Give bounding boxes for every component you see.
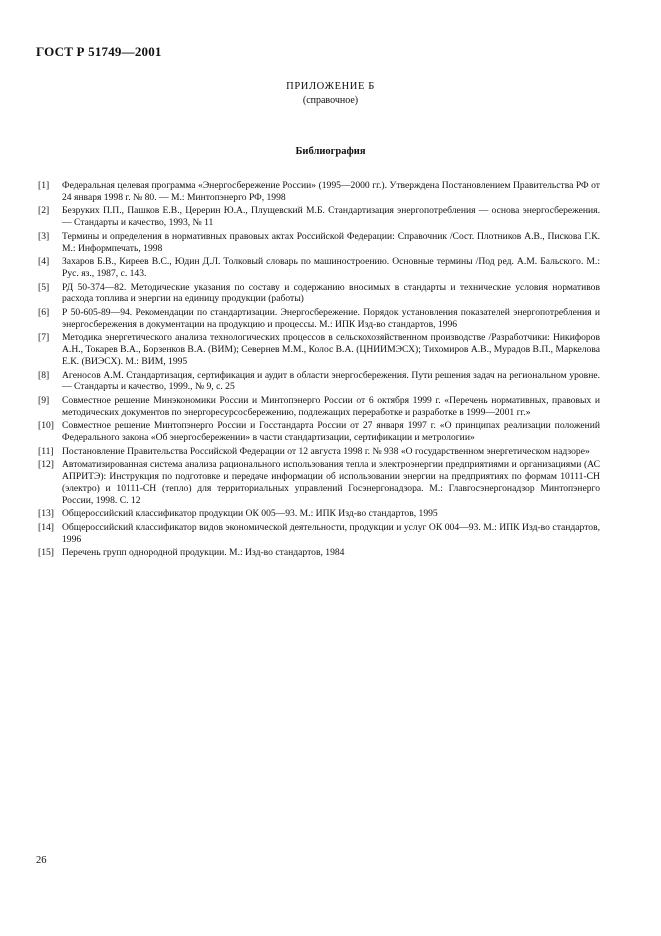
bibliography-item-text: Совместное решение Минэкономики России и Минтопэнерго России от 6 октября 1999 г. «Перечень нормативных, правовых и методических документов по энергоресурсосбережению, подлежащих переработке и разработке в 1999—2001 гг.»	[62, 394, 600, 418]
bibliography-item	[38, 307, 600, 330]
bibliography-item-number: [8]	[38, 369, 50, 381]
bibliography-item-text: Р 50-605-89—94. Рекомендации по стандартизации. Энергосбережение. Порядок установления показателей энергопотребления и энергосбережения в документации на продукцию и процессы. М.: ИПК Изд-во стандартов, 1996	[62, 307, 600, 330]
document-code: ГОСТ Р 51749—2001	[36, 44, 162, 59]
bibliography-item-text: Общероссийский классификатор продукции ОК 005—93. М.: ИПК Изд-во стандартов, 1995	[62, 508, 438, 520]
bibliography-item-text: Безруких П.П., Пашков Е.В., Церерин Ю.А., Плущевский М.Б. Стандартизация энергопотребления — основа энергосбережения. — Стандарты и качество, 1993, № 11	[62, 205, 600, 229]
bibliography-item-number: [10]	[38, 420, 54, 432]
bibliography-item	[38, 459, 600, 506]
bibliography-item-text: Совместное решение Минтопэнерго России и Госстандарта России от 27 января 1997 г. «О принципах реализации положений Федерального закона «Об энергосбережении» в части стандартизации, сертификации и метрологии»	[62, 420, 600, 444]
bibliography-item-number: [5]	[38, 281, 50, 293]
bibliography-item	[38, 547, 600, 559]
appendix-header	[0, 80, 661, 108]
bibliography-item-number: [15]	[38, 547, 54, 559]
bibliography-item	[38, 395, 600, 418]
bibliography-item-number: [7]	[38, 332, 50, 344]
bibliography-item-number: [13]	[38, 508, 54, 520]
bibliography-item	[38, 446, 600, 458]
bibliography-heading: Библиография	[295, 146, 366, 157]
bibliography-item	[38, 508, 600, 520]
appendix-title: ПРИЛОЖЕНИЕ Б	[286, 81, 375, 92]
bibliography-item-text: Постановление Правительства Российской Федерации от 12 августа 1998 г. № 938 «О государственном энергетическом надзоре»	[62, 445, 590, 457]
bibliography-item	[38, 231, 600, 254]
bibliography-item	[38, 522, 600, 545]
bibliography-item-text: Автоматизированная система анализа рационального использования тепла и электроэнергии предприятиями и организациями (АС АПРИТЭ): Инструкция по подготовке и передаче информации об использовании энергии на предприятиях по формам 10111-СН (электро) и 10111-СН (тепло) для территориальных управлений Госэнергонадзора. М.: Главгосэнергонадзор Минтопэнерго России, 1998. С. 12	[62, 459, 600, 506]
bibliography-item-text: Федеральная целевая программа «Энергосбережение России» (1995—2000 гг.). Утверждена Постановлением Правительства РФ от 24 января 1998 г. № 80. — М.: Минтопэнерго РФ, 1998	[62, 180, 600, 203]
bibliography-item-number: [9]	[38, 394, 50, 406]
bibliography-item	[38, 256, 600, 279]
bibliography-item	[38, 282, 600, 305]
bibliography-item-text: Захаров Б.В., Киреев В.С., Юдин Д.Л. Толковый словарь по машиностроению. Основные термины /Под ред. А.М. Бальского. М.: Рус. яз., 1987, с. 143.	[62, 256, 600, 279]
bibliography-item-text: РД 50-374—82. Методические указания по составу и содержанию вносимых в стандарты и технические условия нормативов расхода топлива и энергии на единицу продукции (работы)	[62, 281, 600, 305]
bibliography-item	[38, 180, 600, 203]
bibliography-item-number: [14]	[38, 521, 54, 533]
bibliography-item-number: [3]	[38, 230, 50, 242]
bibliography-item-text: Общероссийский классификатор видов экономической деятельности, продукции и услуг ОК 004—93. М.: ИПК Изд-во стандартов, 1996	[62, 521, 600, 545]
bibliography-item	[38, 332, 600, 367]
bibliography-item-number: [11]	[38, 445, 54, 457]
bibliography-item	[38, 420, 600, 443]
bibliography-item	[38, 205, 600, 228]
appendix-subtitle: (справочное)	[302, 95, 359, 106]
bibliography-item-number: [12]	[38, 459, 54, 471]
bibliography-item-number: [1]	[38, 180, 50, 191]
page-number: 26	[36, 855, 47, 866]
bibliography-item-number: [6]	[38, 307, 50, 319]
bibliography-item	[38, 370, 600, 393]
bibliography-item-number: [2]	[38, 205, 50, 217]
bibliography-item-text: Агеносов А.М. Стандартизация, сертификация и аудит в области энергосбережения. Пути решения задач на региональном уровне.— Стандарты и качество, 1999., № 9, с. 25	[62, 369, 600, 393]
bibliography-item-text: Термины и определения в нормативных правовых актах Российской Федерации: Справочник /Сост. Плотников А.В., Пискова Г.К. М.: Информпечать, 1998	[62, 230, 600, 254]
bibliography-item-number: [4]	[38, 256, 50, 268]
bibliography-list	[38, 180, 600, 561]
bibliography-item-text: Методика энергетического анализа технологических процессов в сельскохозяйственном производстве /Разработчики: Никифоров А.Н., Токарев В.А., Борзенков В.А. (ВИМ); Севернев М.М., Колос В.А. (ЦНИИМЭСХ); Тихомиров А.В., Мурадов В.П., Маркелова Е.К. (ВИЭСХ). М.: ВИМ, 1995	[62, 332, 600, 367]
bibliography-item-text: Перечень групп однородной продукции. М.: Изд-во стандартов, 1984	[62, 547, 345, 559]
